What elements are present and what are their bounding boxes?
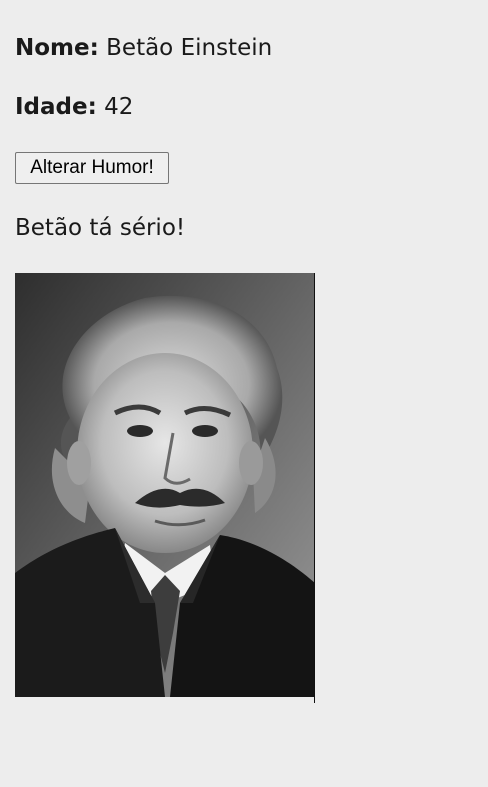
name-value: Betão Einstein: [106, 35, 273, 61]
photo-border: [314, 273, 315, 703]
age-field: [15, 93, 133, 121]
portrait-image: [15, 273, 315, 697]
portrait-photo: [15, 273, 315, 697]
age-value: 42: [104, 94, 134, 120]
change-mood-button[interactable]: Alterar Humor!: [15, 152, 169, 184]
name-field: [15, 34, 272, 62]
mood-text: Betão tá sério!: [15, 215, 186, 241]
age-label: Idade:: [15, 94, 97, 120]
name-label: Nome:: [15, 35, 99, 61]
